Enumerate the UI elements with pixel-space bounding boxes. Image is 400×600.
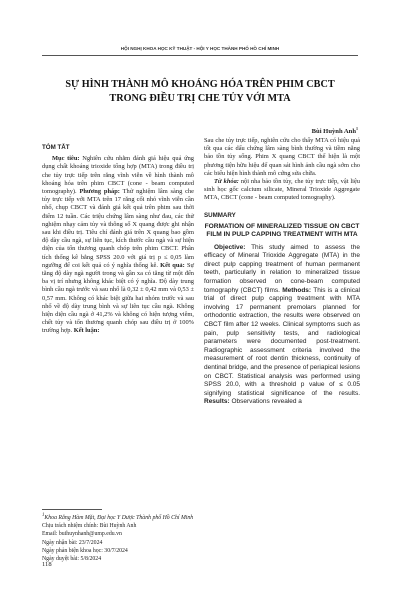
- objective-label-en: Objective:: [214, 243, 246, 251]
- objective-text-en: This study aimed to assess the efficacy of Mineral Trioxide Aggregate (MTA) in the direct pulp capping treatment of human permanent teeth, particularly in relation to mineralized tissue formation observed on cone-beam computed tomography (CBCT) films.: [204, 243, 360, 294]
- tomtat-heading: TÓM TẮT: [42, 144, 70, 151]
- summary-heading: SUMMARY: [204, 211, 236, 219]
- footnote-rule: [42, 509, 102, 510]
- methods-text-en: This is a clinical trial of direct pulp capping treatment with MTA involving 17 permanent premolars planned for orthodontic extraction, the results were observed on CBCT film after 12 weeks. Clinical symptoms such as pain, pulp sensitivity tests, and radiological parameters were documented post-treatment. Radiographic assessment criteria involved the measurement of root dentin thickness, continuity of dentinal bridge, and the presence of periapical lesions on CBCT. Statistical analysis was performed using SPSS 20.0, with a threshold p value of ≤ 0.05 signifying statistical significance of the results.: [204, 286, 360, 397]
- journal-header: HỘI NGHỊ KHOA HỌC KỸ THUẬT - HỘI Y HỌC THÀNH PHỐ HỒ CHÍ MINH: [120, 46, 280, 51]
- title-line-2: TRONG ĐIỀU TRỊ CHE TỦY VỚI MTA: [109, 93, 291, 104]
- methods-label-en: Methods:: [282, 286, 312, 294]
- footnotes: [42, 512, 194, 563]
- left-column: [42, 138, 194, 336]
- method-label-vi: Phương pháp:: [79, 188, 120, 196]
- objective-text-vi: Nghiên cứu nhằm đánh giá hiệu quả ứng dụng chất khoáng trioxide tổng hợp (MTA) trong điều trị che tủy trực tiếp trên răng vĩnh viễn về hình thành mô khoáng hóa trên phim CBCT (cone - beam computed tomography).: [42, 155, 194, 196]
- keywords-vi: [204, 178, 360, 203]
- footnote-received: Ngày nhận bài: 23/7/2024: [42, 539, 103, 546]
- title-line-1: SỰ HÌNH THÀNH MÔ KHOÁNG HÓA TRÊN PHIM CBCT: [65, 79, 335, 90]
- tomtat-paragraph: [42, 155, 194, 335]
- footnote-corresponding: Chịu trách nhiệm chính: Bùi Huỳnh Anh: [42, 523, 137, 530]
- footnote-affiliation: $^1$Khoa Răng Hàm Mặt, Đại học Y Dược Thành phố Hồ Chí Minh: [42, 513, 194, 521]
- result-text-vi: Sự tăng độ dày ngà người trong và gần xa có tăng từ một đến ba vị trí nhưng không khác biệt có ý nghĩa. Độ dày trung bình cầu ngà trước và sau nhổ là 0,32 ± 0,42 mm và 0,53 ± 0,57 mm. Không có khác biệt giữa hai nhóm trước và sau nhổ về độ dày trung bình và sự liên tục cầu ngà. Không hiện diện cầu ngà ở 41,2% và không có hiện tượng viêm, chết tủy và tổn thương quanh chóp sau điều trị ở 100% trường hợp.: [42, 261, 194, 335]
- author-name: Bùi Huỳnh Anh: [311, 128, 356, 136]
- objective-label-vi: Mục tiêu:: [52, 155, 80, 163]
- results-text-en: Observations revealed a: [231, 398, 302, 406]
- footnote-accepted: Ngày duyệt bài: 5/8/2024: [42, 555, 102, 562]
- conclusion-text-vi: Sau che tủy trực tiếp, nghiên cứu cho thấy MTA có hiệu quả tốt qua các dấu chứng lâm sàng bình thường và tiềm năng bảo tồn tủy sống. Phim X quang CBCT thể hiện là một phương tiện hữu hiệu để quan sát hình ảnh cầu ngà sớm cho các biểu hiện hình thành mô cứng sửa chữa.: [204, 137, 360, 177]
- header-rule: [42, 55, 358, 56]
- author: [312, 126, 358, 135]
- right-column: [204, 137, 360, 407]
- english-title: FORMATION OF MINERALIZED TISSUE ON CBCT FILM IN PULP CAPPING TREATMENT WITH MTA: [204, 222, 360, 239]
- summary-paragraph: [204, 244, 360, 407]
- result-label-vi: Kết quả:: [160, 261, 185, 269]
- author-sup: 1: [356, 126, 358, 131]
- article-title: [40, 78, 360, 106]
- footnote-reviewed: Ngày phản biện khoa học: 30/7/2024: [42, 547, 128, 554]
- results-label-en: Results:: [204, 398, 230, 406]
- page-number: 118: [42, 561, 52, 568]
- keywords-label-vi: Từ khóa:: [214, 178, 239, 186]
- conclusion-label-vi: Kết luận:: [73, 327, 100, 335]
- keywords-text-vi: nội nha bảo tồn tủy, che tủy trực tiếp, vật liệu sinh học gốc calcium silicate, Mineral Trioxide Aggregate MTA, CBCT (cone - beam computed tomography).: [204, 178, 360, 202]
- method-text-vi: Thử nghiệm lâm sàng che tủy trực tiếp với MTA trên 17 răng cối nhỏ vĩnh viễn cần nhổ, chụp CBCT và đánh giá kết quả trên phim sau thời điểm 12 tuần. Các triệu chứng lâm sàng như đau, các thử nghiệm nhạy cảm tủy và thông số X quang được ghi nhận sau khi điều trị. Tiêu chí đánh giá trên X quang bao gồm độ dày cầu ngà, sự liên tục, kích thước cầu ngà và sự hiện diện của tổn thương quanh chóp trên phim CBCT. Phân tích thống kê bằng SPSS 20.0 với giá trị p ≤ 0,05 làm ngưỡng để coi kết quả có ý nghĩa thống kê.: [42, 188, 194, 269]
- footnote-email: Email: buihuynhanh@ump.edu.vn: [42, 531, 122, 538]
